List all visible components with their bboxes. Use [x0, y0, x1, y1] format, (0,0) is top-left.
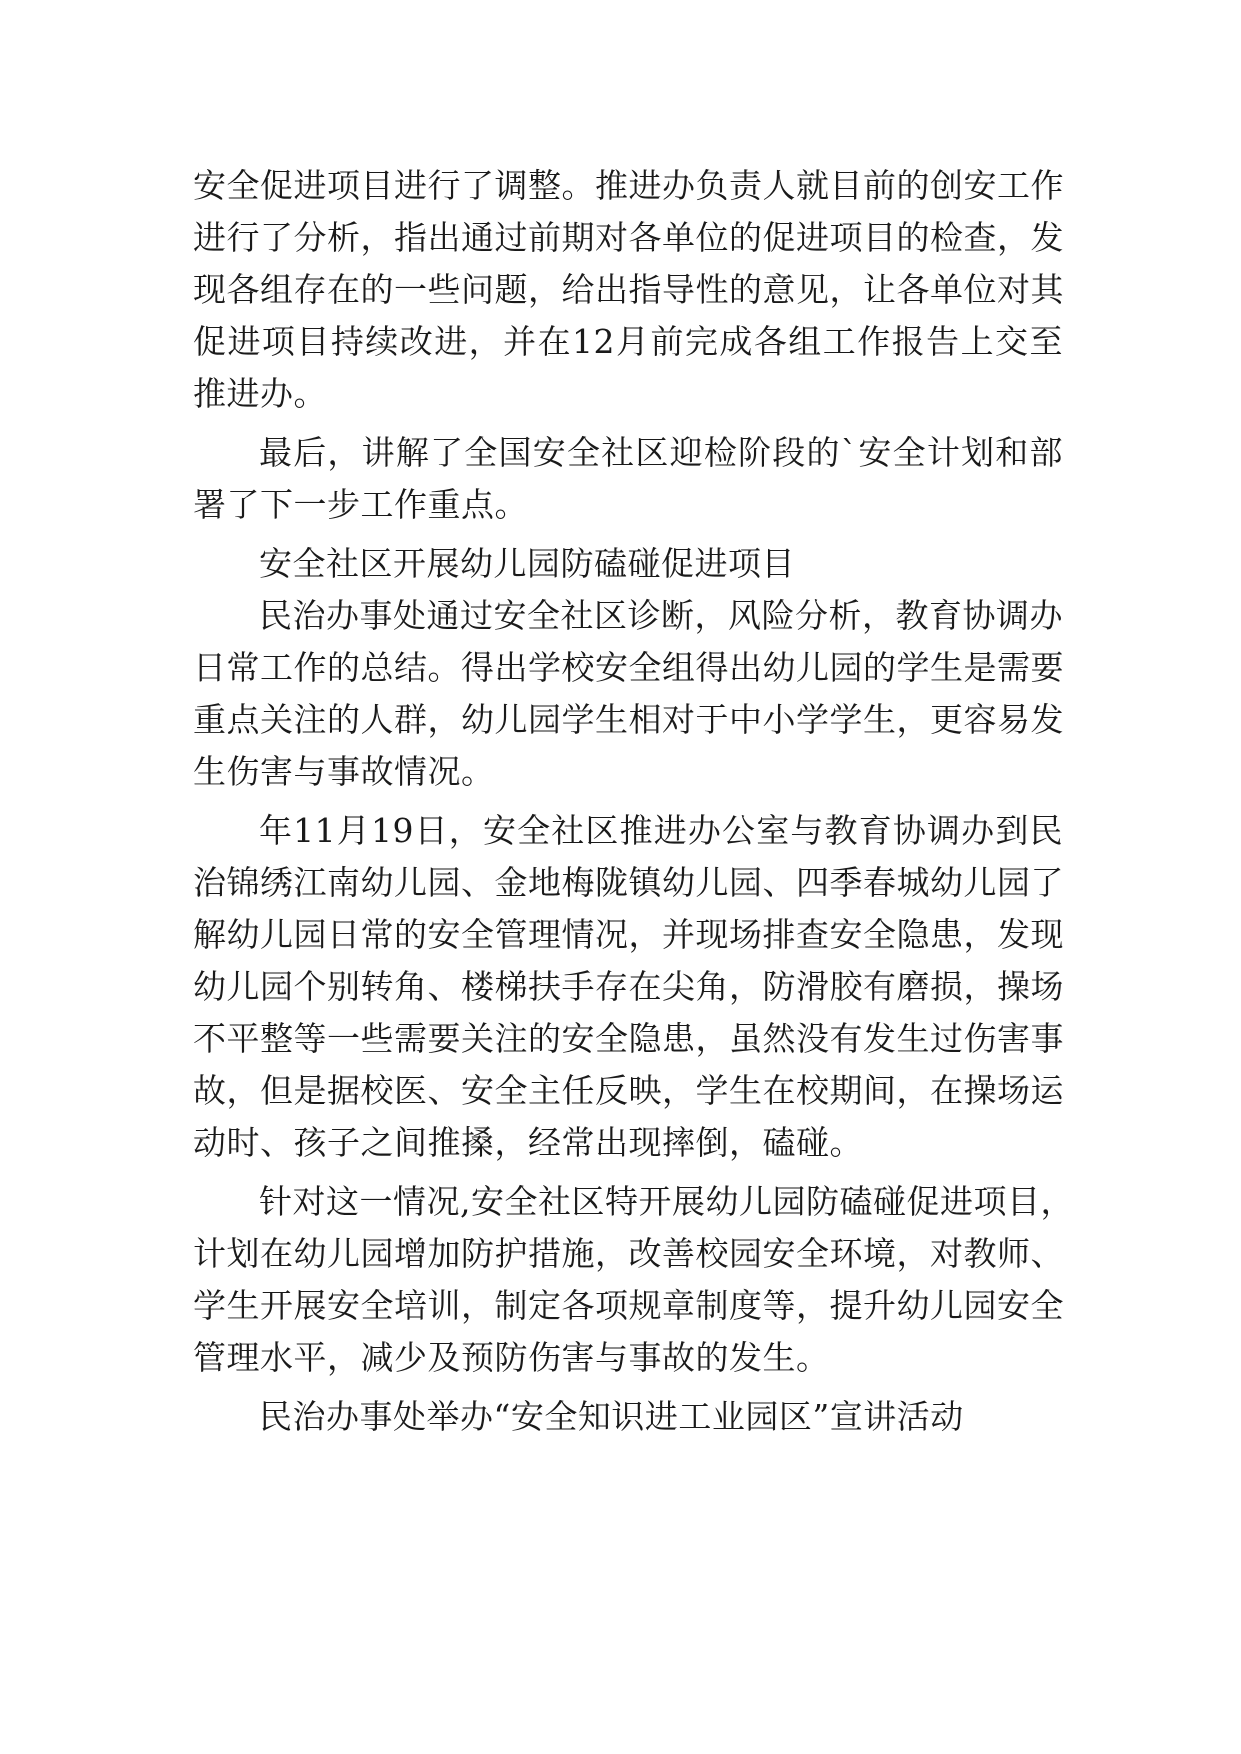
paragraph-5: [193, 1176, 1074, 1384]
section-heading-1: [193, 538, 1063, 590]
text-line: 日常工作的总结。得出学校安全组得出幼儿园的学生是需要: [193, 648, 1064, 687]
section-heading: 安全社区开展幼儿园防磕碰促进项目: [259, 544, 795, 583]
text-line: 故，但是据校医、安全主任反映，学生在校期间，在操场运: [193, 1071, 1064, 1110]
text-line: 最后，讲解了全国安全社区迎检阶段的`安全计划和部: [259, 433, 1063, 472]
paragraph-2: [193, 427, 1063, 531]
text-line: 进行了分析，指出通过前期对各单位的促进项目的检查，发: [193, 218, 1064, 257]
text-line: 年11月19日，安全社区推进办公室与教育协调办到民: [259, 811, 1063, 850]
text-line: 生伤害与事故情况。: [193, 752, 495, 791]
section-heading: 民治办事处举办“安全知识进工业园区”宣讲活动: [259, 1397, 964, 1436]
text-line: 安全促进项目进行了调整。推进办负责人就目前的创安工作: [193, 166, 1064, 205]
document-body: [193, 160, 1074, 1443]
section-heading-2: [193, 1391, 1063, 1443]
text-line: 针对这一情况,安全社区特开展幼儿园防磕碰促进项目，: [259, 1182, 1074, 1221]
text-line: 署了下一步工作重点。: [193, 485, 528, 524]
paragraph-4: [193, 805, 1063, 1169]
text-line: 管理水平，减少及预防伤害与事故的发生。: [193, 1338, 830, 1377]
text-line: 解幼儿园日常的安全管理情况，并现场排查安全隐患，发现: [193, 915, 1064, 954]
text-line: 现各组存在的一些问题，给出指导性的意见，让各单位对其: [193, 270, 1064, 309]
text-line: 学生开展安全培训，制定各项规章制度等，提升幼儿园安全: [193, 1286, 1064, 1325]
text-line: 计划在幼儿园增加防护措施，改善校园安全环境，对教师、: [193, 1234, 1064, 1273]
paragraph-3: [193, 590, 1063, 798]
paragraph-1: [193, 160, 1063, 420]
text-line: 促进项目持续改进，并在12月前完成各组工作报告上交至: [193, 322, 1063, 361]
text-line: 幼儿园个别转角、楼梯扶手存在尖角，防滑胶有磨损，操场: [193, 967, 1064, 1006]
text-line: 推进办。: [193, 374, 327, 413]
text-line: 民治办事处通过安全社区诊断，风险分析，教育协调办: [259, 596, 1063, 635]
text-line: 动时、孩子之间推搡，经常出现摔倒，磕碰。: [193, 1123, 863, 1162]
text-line: 重点关注的人群，幼儿园学生相对于中小学学生，更容易发: [193, 700, 1064, 739]
text-line: 不平整等一些需要关注的安全隐患，虽然没有发生过伤害事: [193, 1019, 1064, 1058]
text-line: 治锦绣江南幼儿园、金地梅陇镇幼儿园、四季春城幼儿园了: [193, 863, 1064, 902]
